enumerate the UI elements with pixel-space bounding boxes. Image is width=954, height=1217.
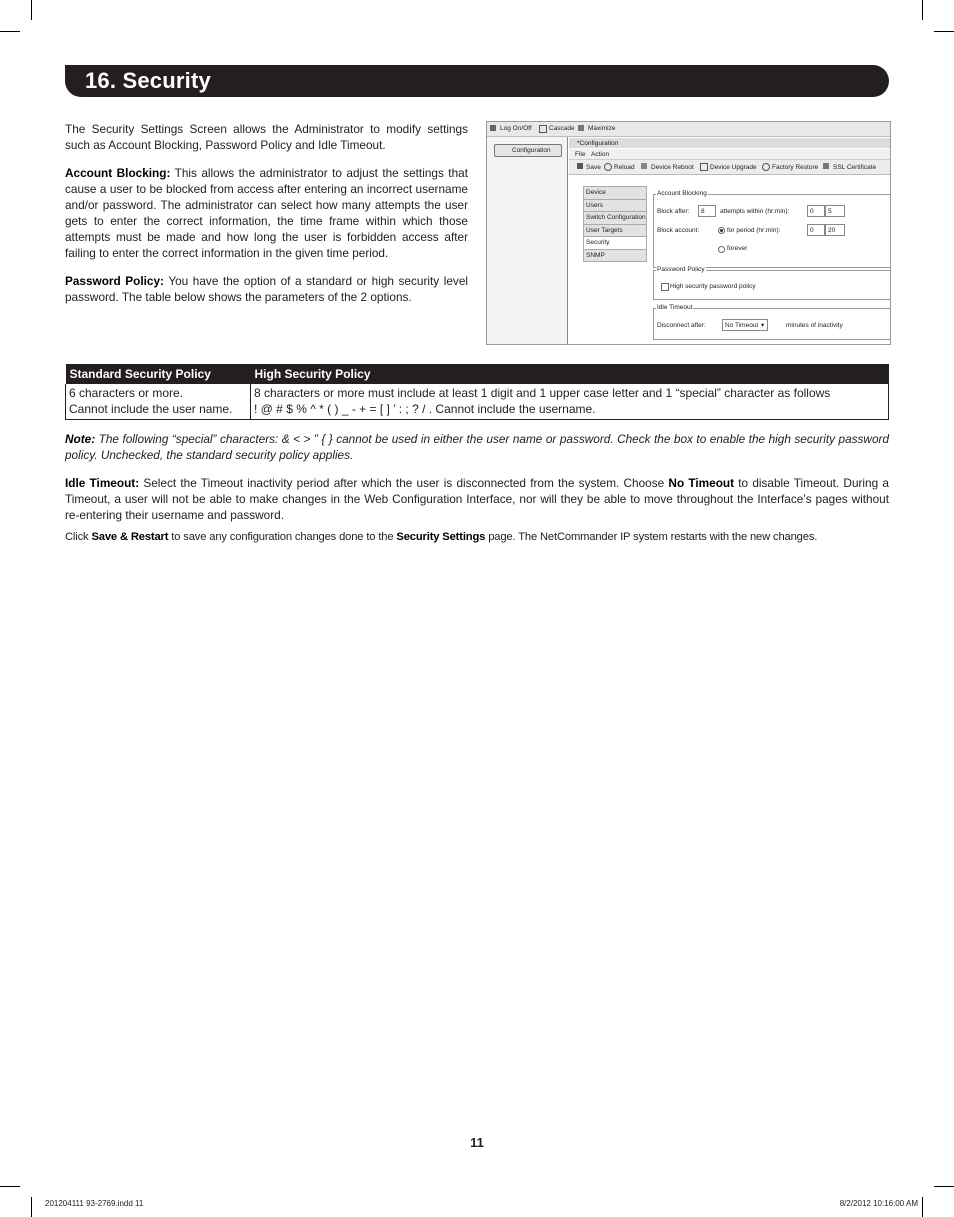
configuration-label: Configuration (512, 147, 551, 154)
settings-nav (583, 186, 647, 262)
cascade-button[interactable]: Cascade (549, 125, 575, 132)
page-title: 16. Security (85, 68, 211, 93)
attempts-label: attempts within (hr:min): (720, 208, 790, 215)
password-policy-title: Password Policy (657, 266, 705, 273)
account-blocking-title: Account Blocking (657, 190, 707, 197)
high-security-label: High security password policy (670, 283, 756, 290)
crop-mark (934, 31, 954, 32)
block-after-input[interactable]: 8 (698, 205, 716, 217)
note-text: The following “special” characters: & < > ” { } cannot be used in either the user name or password. Check the box to enable the high security password policy. Unchecked, the standard security policy applies. (65, 432, 889, 462)
idle-timeout-title: Idle Timeout (657, 304, 693, 311)
nav-item-snmp[interactable]: SNMP (583, 250, 647, 263)
security-policy-table (65, 364, 889, 420)
menu-action[interactable]: Action (591, 151, 610, 158)
maximize-button[interactable]: Maximize (588, 125, 616, 132)
password-policy-label: Password Policy: (65, 274, 164, 288)
save-restart-paragraph: Click Save & Restart to save any configuration changes done to the Security Settings page. The NetCommander IP system restarts with the new changes. (65, 531, 818, 543)
attempts-min-input[interactable]: 5 (825, 205, 845, 217)
attempts-hr-input[interactable]: 0 (807, 205, 825, 217)
idle-timeout-select[interactable]: No Timeout ▾ (722, 319, 768, 331)
idle-timeout-label: Idle Timeout: (65, 476, 140, 490)
chevron-down-icon: ▾ (761, 322, 765, 329)
period-hr-input[interactable]: 0 (807, 224, 825, 236)
note-label: Note: (65, 432, 96, 446)
table-cell: 6 characters or more. Cannot include the user name. (66, 384, 251, 420)
note-paragraph (65, 431, 889, 463)
block-account-label: Block account: (657, 227, 700, 234)
maximize-icon (578, 125, 584, 131)
cascade-icon (539, 125, 547, 133)
forever-label: forever (727, 245, 748, 252)
menu-file[interactable]: File (575, 151, 586, 158)
config-toolbar (569, 160, 890, 175)
window-title: *Configuration (577, 140, 619, 147)
table-header-cell: Standard Security Policy (66, 364, 251, 384)
crop-mark (0, 1186, 20, 1187)
reboot-icon (641, 163, 647, 169)
device-reboot-button[interactable]: Device Reboot (651, 164, 694, 171)
save-button[interactable]: Save (586, 164, 601, 171)
factory-restore-icon (762, 163, 770, 171)
crop-mark (31, 1197, 32, 1217)
nav-item-switch-configuration[interactable]: Switch Configuration (583, 212, 647, 225)
for-period-radio[interactable] (718, 227, 725, 234)
table-header-row (66, 364, 889, 384)
date-slug: 8/2/2012 10:16:00 AM (839, 1199, 918, 1208)
page-number: 11 (470, 1135, 484, 1150)
section-header (65, 65, 889, 97)
account-blocking-paragraph (65, 165, 468, 261)
nav-item-user-targets[interactable]: User Targets (583, 225, 647, 238)
account-blocking-text: This allows the administrator to adjust the settings that cause a user to be blocked from access after entering an incorrect username and/or password. The administrator can select how many attempts the user gets to enter the correct information, the time frame within which those attempts must be made and how long the user is forbidden access after failing to enter the correct information in the given time period. (65, 166, 468, 260)
configuration-button[interactable] (494, 144, 562, 157)
period-min-input[interactable]: 20 (825, 224, 845, 236)
crop-mark (922, 0, 923, 20)
table-cell: 8 characters or more must include at least 1 digit and 1 upper case letter and 1 “special” character as follows ! @ # $ % ^ * ( ) _ - + = [ ] ’ : ; ? / . Cannot include the username. (251, 384, 889, 420)
window-title-bar (569, 138, 890, 148)
minutes-label: minutes of inactivity (786, 322, 843, 329)
logon-button[interactable]: Log On/Off (500, 125, 532, 132)
crop-mark (31, 0, 32, 20)
ssl-certificate-button[interactable]: SSL Certificate (833, 164, 877, 171)
intro-paragraph: The Security Settings Screen allows the Administrator to modify settings such as Account Blocking, Password Policy and Idle Timeout. (65, 122, 468, 152)
block-after-label: Block after: (657, 208, 690, 215)
file-slug: 201204111 93-2769.indd 11 (45, 1199, 144, 1208)
upgrade-icon (700, 163, 708, 171)
factory-restore-button[interactable]: Factory Restore (772, 164, 819, 171)
crop-mark (0, 31, 20, 32)
for-period-label: for period (hr:min): (727, 227, 781, 234)
save-icon (577, 163, 583, 169)
nav-item-device[interactable]: Device (583, 186, 647, 200)
high-security-checkbox[interactable] (661, 283, 669, 291)
logon-icon (490, 125, 496, 131)
nav-item-security[interactable]: Security (583, 237, 647, 250)
crop-mark (934, 1186, 954, 1187)
password-policy-paragraph (65, 273, 468, 305)
disconnect-label: Disconnect after: (657, 322, 706, 329)
forever-radio[interactable] (718, 246, 725, 253)
crop-mark (922, 1197, 923, 1217)
security-settings-screenshot (486, 121, 891, 345)
intro-text (65, 121, 468, 317)
table-row (66, 384, 889, 420)
app-toolbar (487, 122, 890, 137)
table-header-cell: High Security Policy (251, 364, 889, 384)
reload-icon (604, 163, 612, 171)
nav-item-users[interactable]: Users (583, 200, 647, 213)
device-upgrade-button[interactable]: Device Upgrade (710, 164, 757, 171)
menu-bar (569, 149, 890, 160)
reload-button[interactable]: Reload (614, 164, 635, 171)
idle-timeout-paragraph: Idle Timeout: Select the Timeout inactivity period after which the user is disconnected from the system. Choose No Timeout to disable Timeout. During a Timeout, a user will not be able to make changes in the Web Configuration Interface, nor will they be able to move throughout the Interface’s pages without re-entering their username and password. (65, 476, 889, 522)
ssl-icon (823, 163, 829, 169)
account-blocking-label: Account Blocking: (65, 166, 171, 180)
left-pane (487, 137, 568, 344)
password-policy-text: You have the option of a standard or high security level password. The table below shows the parameters of the 2 options. (65, 274, 468, 304)
